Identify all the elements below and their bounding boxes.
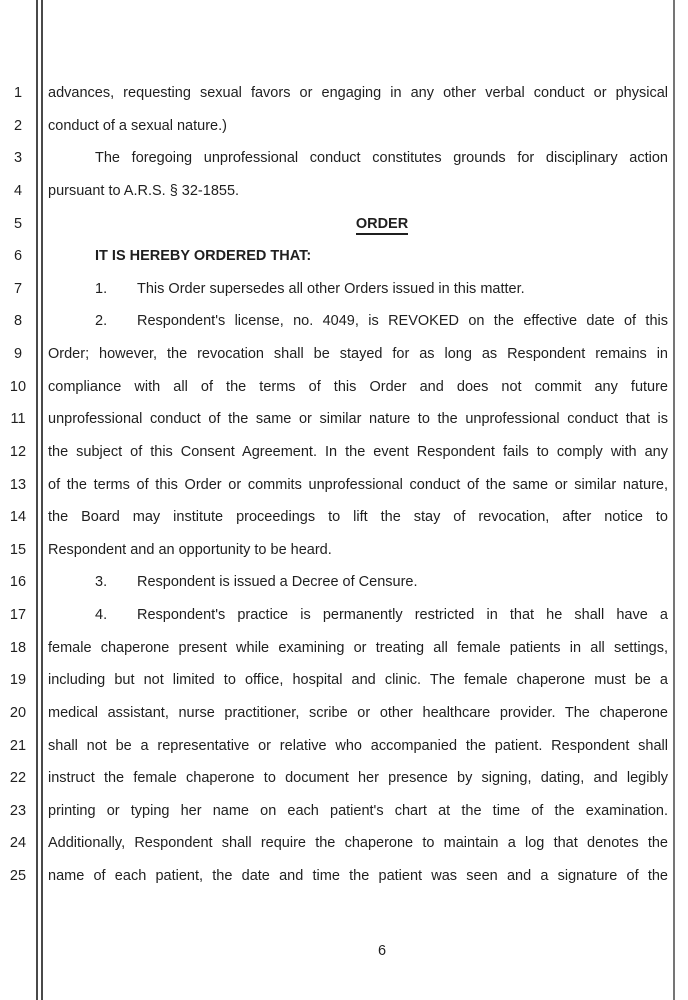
page-number: 6 (377, 943, 387, 959)
document-line-text: instruct the female chaperone to document her presence by signing, dating, and legibly (48, 770, 668, 787)
document-line-text: conduct of a sexual nature.) (48, 117, 227, 134)
line-number: 7 (13, 280, 23, 297)
line-number: 19 (9, 672, 27, 689)
line-number: 1 (13, 85, 23, 101)
document-line (48, 371, 668, 404)
left-double-rule (36, 0, 43, 1000)
item-number: 2. (95, 313, 108, 330)
document-line-text: Respondent's license, no. 4049, is REVOKED on the effective date of this (137, 313, 668, 330)
document-line-text: name of each patient, the date and time the patient was seen and a signature of the (48, 868, 668, 884)
item-number: 3. (95, 574, 108, 591)
document-line (48, 77, 668, 110)
document-line (48, 142, 668, 175)
document-line-text: The foregoing unprofessional conduct constitutes grounds for disciplinary action (95, 150, 668, 167)
document-line (48, 795, 668, 828)
document-line-text: advances, requesting sexual favors or engaging in any other verbal conduct or physical (48, 85, 668, 101)
line-number: 20 (9, 704, 27, 721)
document-line (48, 632, 668, 665)
document-line (48, 436, 668, 469)
document-line-text: pursuant to A.R.S. § 32-1855. (48, 182, 240, 199)
document-body (48, 77, 668, 893)
document-line-text: Respondent's practice is permanently restricted in that he shall have a (137, 607, 668, 623)
line-number: 25 (9, 868, 27, 884)
document-line-text: medical assistant, nurse practitioner, scribe or other healthcare provider. The chaperone (48, 704, 668, 721)
ordered-that-heading-text: IT IS HEREBY ORDERED THAT: (95, 248, 312, 265)
order-heading-text: ORDER (356, 216, 408, 235)
document-line (48, 403, 668, 436)
document-line-text: Additionally, Respondent shall require the chaperone to maintain a log that denotes the (48, 835, 668, 852)
document-line (48, 599, 668, 632)
item-number: 4. (95, 607, 108, 623)
line-number: 12 (9, 443, 27, 460)
document-line (48, 534, 668, 567)
document-line-text: printing or typing her name on each patient's chart at the time of the examination. (48, 802, 668, 819)
line-number: 3 (13, 150, 23, 167)
document-line-text: Respondent is issued a Decree of Censure. (137, 574, 418, 591)
document-line (48, 566, 668, 599)
line-number: 5 (13, 215, 23, 232)
line-number: 23 (9, 802, 27, 819)
document-line (48, 730, 668, 763)
document-line (48, 697, 668, 730)
line-number: 14 (9, 509, 27, 526)
document-line (48, 501, 668, 534)
right-rule (673, 0, 675, 1000)
document-line-text: compliance with all of the terms of this Order and does not commit any future (48, 378, 668, 395)
document-line (48, 664, 668, 697)
line-number: 24 (9, 835, 27, 852)
document-line-text: the Board may institute proceedings to lift the stay of revocation, after notice to (48, 509, 668, 526)
document-line-text: female chaperone present while examining or treating all female patients in all settings, (48, 639, 668, 656)
line-number: 9 (13, 346, 23, 362)
document-line (48, 827, 668, 860)
item-number: 1. (95, 280, 108, 297)
line-number: 22 (9, 770, 27, 787)
line-number: 13 (9, 476, 27, 493)
document-line (48, 469, 668, 502)
document-line-text: of the terms of this Order or commits unprofessional conduct of the same or similar nature, (48, 476, 668, 493)
document-line (48, 273, 668, 306)
document-line (48, 305, 668, 338)
document-line (48, 175, 668, 208)
document-line (48, 860, 668, 893)
document-line-text: unprofessional conduct of the same or similar nature to the unprofessional conduct that is (48, 411, 668, 428)
line-number-column (0, 77, 36, 893)
document-line (48, 110, 668, 143)
document-line-text: Order; however, the revocation shall be stayed for as long as Respondent remains in (48, 346, 668, 362)
line-number: 8 (13, 313, 23, 330)
document-line (48, 338, 668, 371)
document-line (48, 762, 668, 795)
order-heading (48, 208, 668, 241)
line-number: 11 (10, 411, 26, 428)
line-number: 2 (13, 117, 23, 134)
document-line-text: This Order supersedes all other Orders issued in this matter. (137, 280, 525, 297)
document-line-text: Respondent and an opportunity to be heard. (48, 541, 332, 558)
line-number: 4 (13, 182, 23, 199)
line-number: 10 (9, 378, 27, 395)
line-number: 15 (9, 541, 27, 558)
line-number: 17 (9, 607, 27, 623)
ordered-that-heading (48, 240, 668, 273)
document-line-text: shall not be a representative or relative who accompanied the patient. Respondent shall (48, 737, 668, 754)
line-number: 21 (9, 737, 27, 754)
document-line-text: including but not limited to office, hospital and clinic. The female chaperone must be a (48, 672, 668, 689)
line-number: 16 (9, 574, 27, 591)
line-number: 6 (13, 248, 23, 265)
document-line-text: the subject of this Consent Agreement. In the event Respondent fails to comply with any (48, 443, 668, 460)
line-number: 18 (9, 639, 27, 656)
